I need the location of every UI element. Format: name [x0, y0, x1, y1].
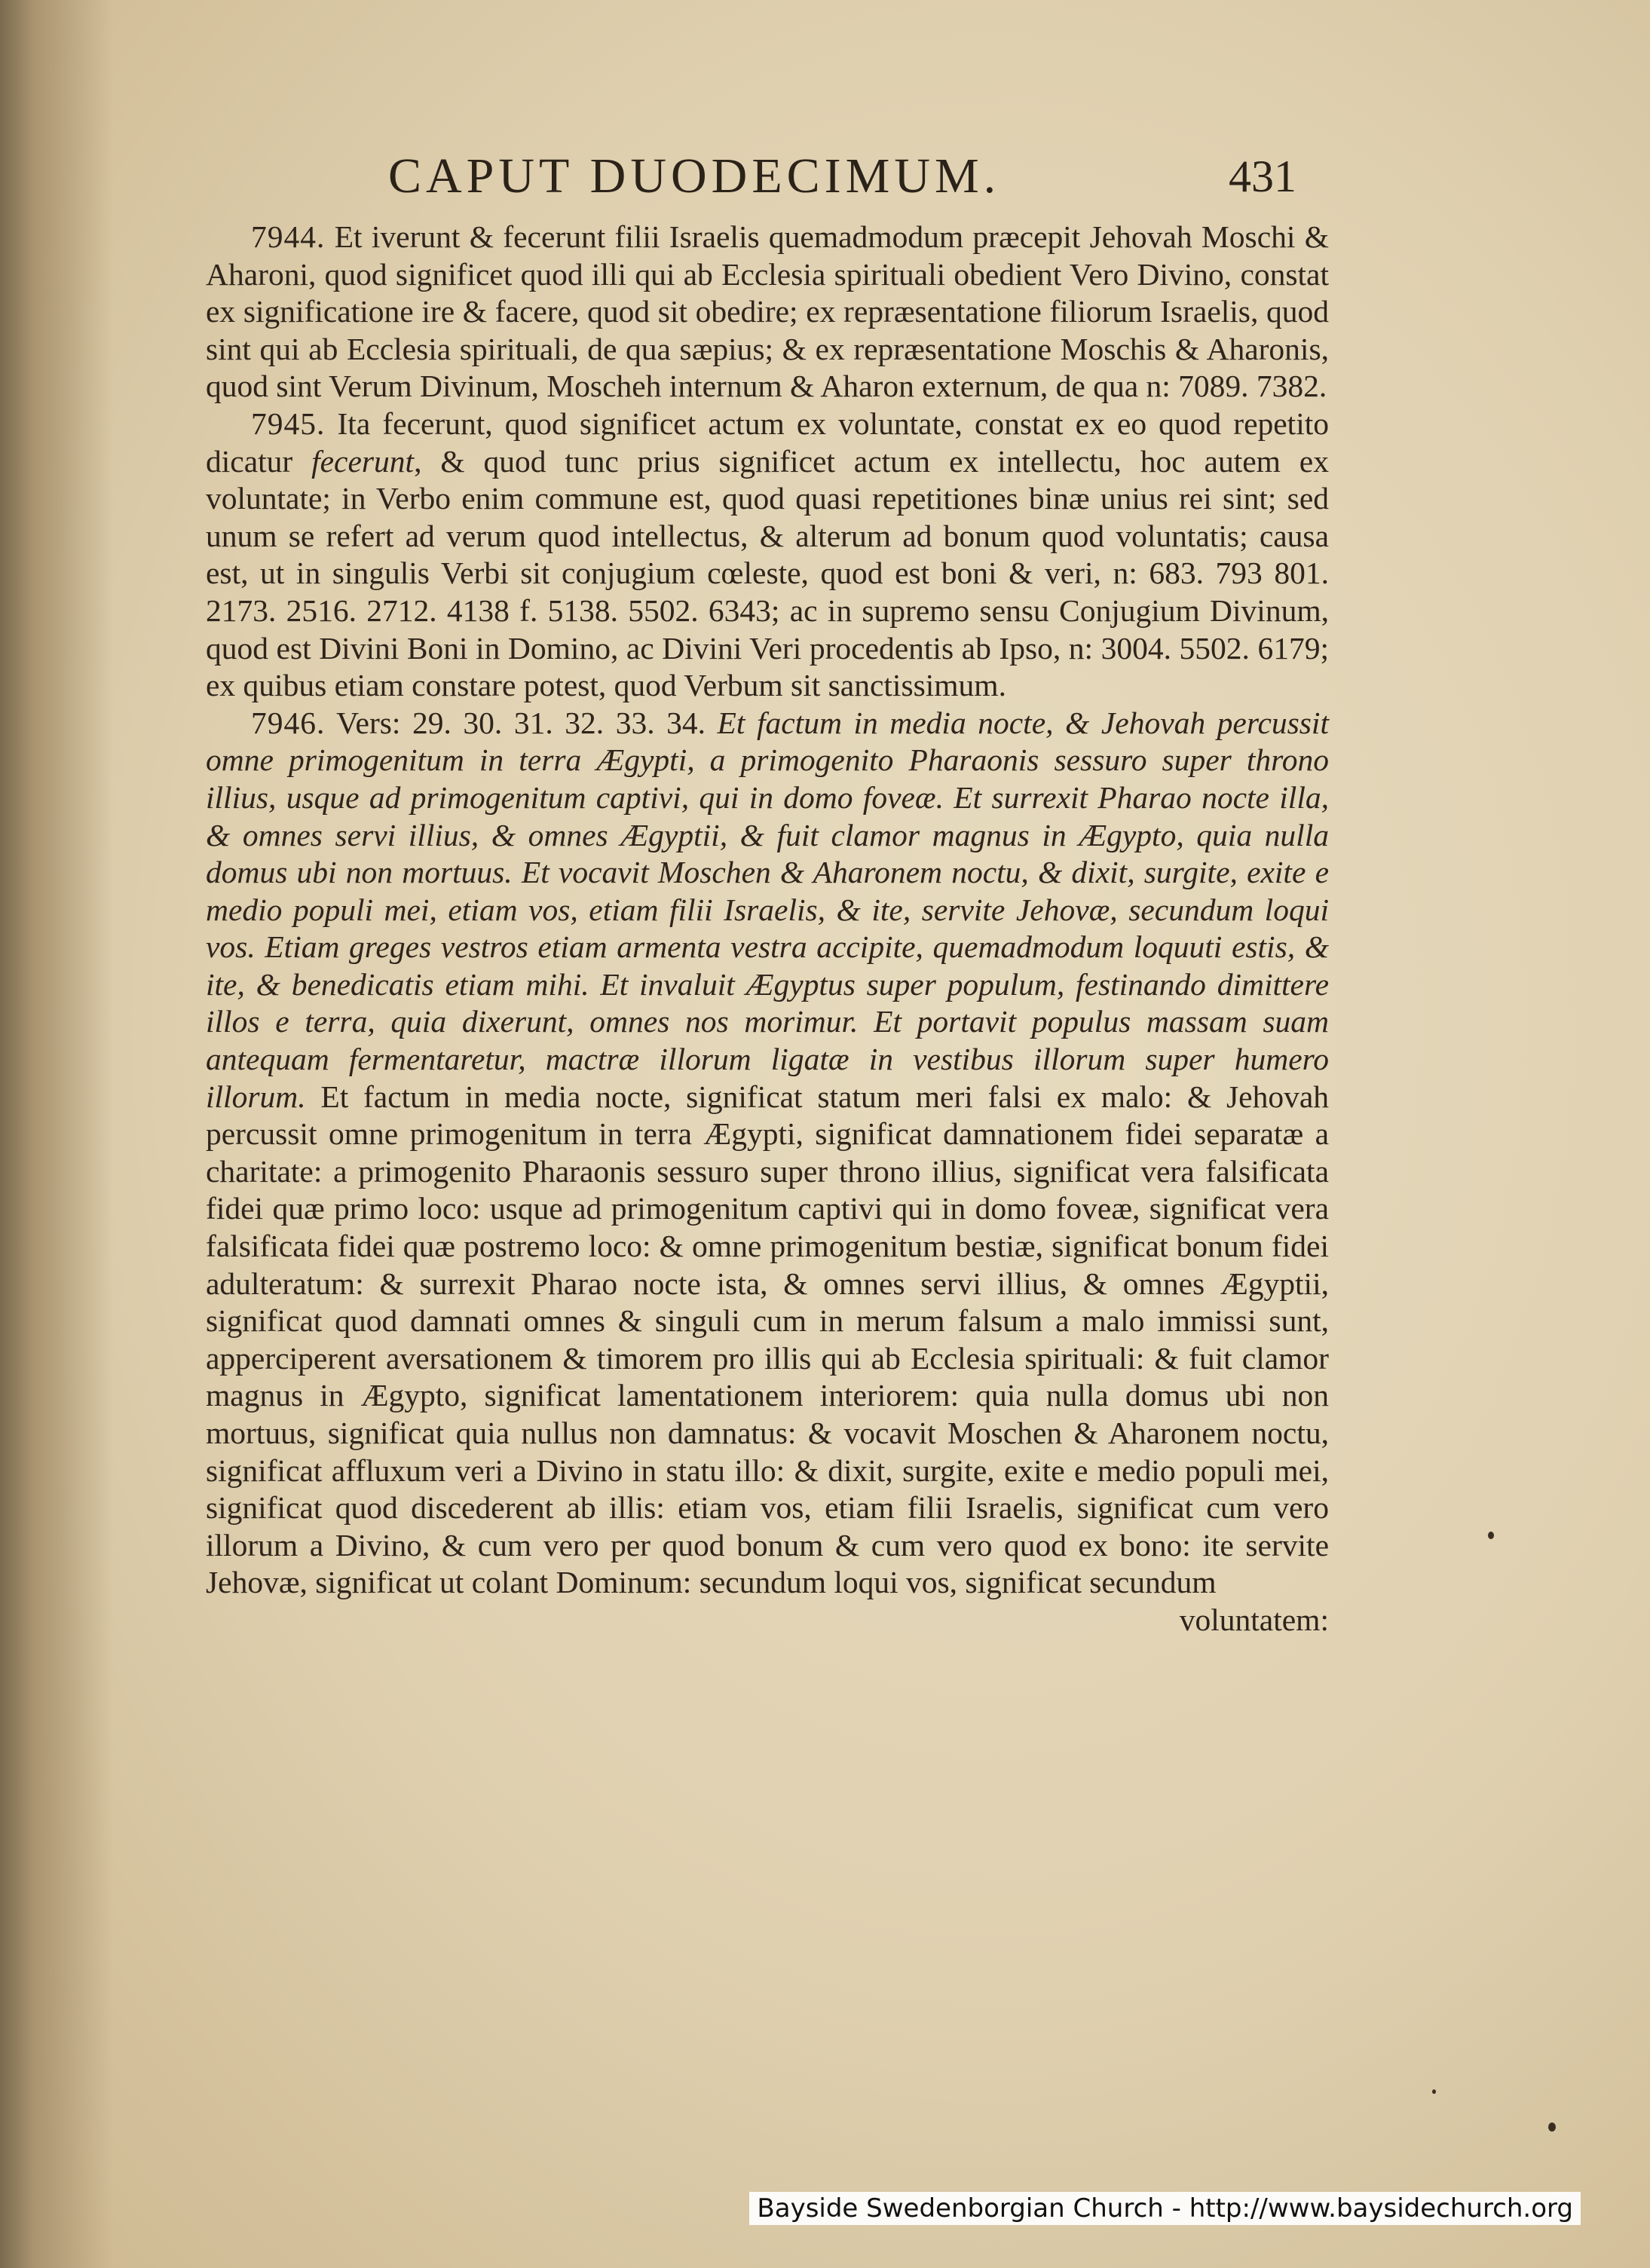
- paper-speck: [1548, 2123, 1556, 2132]
- paper-speck: [1488, 1532, 1494, 1539]
- paragraph-text: Et iverunt & fecerunt filii Israelis quemadmodum præcepit Jehovah Moschi & Aharoni, quod significet quod illi qui ab Ecclesia spirituali obedient Vero Divino, constat ex significatione ire & facere, quod sit obedire; ex repræsentatione filiorum Israelis, quod sint qui ab Ecclesia spirituali, de qua sæpius; & ex repræsentatione Moschis & Aharonis, quod sint Verum Divinum, Moscheh internum & Aharon externum, de qua n: 7089. 7382.: [206, 219, 1329, 404]
- paper-speck: [1432, 2089, 1436, 2094]
- paragraph-7946: [206, 705, 1329, 1602]
- paragraph-text: Ita fecerunt, quod significet actum ex voluntate, constat ex eo quod repetito dicatur: [206, 406, 1330, 479]
- watermark: Bayside Swedenborgian Church - http://www.baysidechurch.org: [749, 2192, 1581, 2225]
- paragraph-text: Et factum in media nocte, significat statum meri falsi ex malo: & Jehovah percussit omne primogenitum in terra Ægypti, significat damnationem fidei separatæ a charitate: a primogenito Pharaonis sessuro super throno illius, significat vera falsificata fidei quæ primo loco: usque ad primogenitum captivi qui in domo foveæ, significat vera falsificata fidei quæ postremo loco: & omne primogenitum bestiæ, significat bonum fidei adulteratum: & surrexit Pharao nocte ista, & omnes servi illius, & omnes Ægyptii, significat quod damnati omnes & singuli cum in merum falsum a malo immissi sunt, apperciperent aversationem & timorem pro illis qui ab Ecclesia spirituali: & fuit clamor magnus in Ægypto, significat lamentationem interiorem: quia nulla domus ubi non mortuus, significat quia nullus non damnatus: & vocavit Moschen & Aharonem noctu, significat affluxum veri a Divino in statu illo: & dixit, surgite, exite e medio populi mei, significat quod discederent ab illis: etiam vos, etiam filii Israelis, significat cum vero illorum a Divino, & cum vero per quod bonum & cum vero quod ex bono: ite servite Jehovæ, significat ut colant Dominum: secundum loqui vos, significat secundum: [206, 1079, 1329, 1600]
- binding-gutter-shadow: [0, 0, 113, 2268]
- paragraph-text: , & quod tunc prius significet actum ex intellectu, hoc autem ex voluntate; in Verbo enim commune est, quod quasi repetitiones binæ unius rei sint; sed unum se refert ad verum quod intellectus, & alterum ad bonum quod voluntatis; causa est, ut in singulis Verbi sit conjugium cœleste, quod est boni & veri, n: 683. 793 801. 2173. 2516. 2712. 4138 f. 5138. 5502. 6343; ac in supremo sensu Conjugium Divinum, quod est Divini Boni in Domino, ac Divini Veri procedentis ab Ipso, n: 3004. 5502. 6179; ex quibus etiam constare potest, quod Verbum sit sanctissimum.: [206, 443, 1329, 703]
- page-header: [204, 148, 1327, 208]
- verse-reference: Vers: 29. 30. 31. 32. 33. 34.: [336, 705, 718, 740]
- page-number: 431: [1229, 152, 1296, 201]
- paragraph-number: 7945.: [251, 406, 326, 441]
- paragraph-text-italic: fecerunt: [311, 443, 415, 479]
- paragraph-7945: [206, 406, 1329, 705]
- body-text: [206, 219, 1329, 1639]
- catchword: voluntatem:: [1179, 1602, 1329, 1637]
- scripture-quotation: Et factum in media nocte, & Jehovah percussit omne primogenitum in terra Ægypti, a primogenito Pharaonis sessuro super throno illius, usque ad primogenitum captivi, qui in domo foveæ. Et surrexit Pharao nocte illa, & omnes servi illius, & omnes Ægyptii, & fuit clamor magnus in Ægypto, quia nulla domus ubi non mortuus. Et vocavit Moschen & Aharonem noctu, & dixit, surgite, exite e medio populi mei, etiam vos, etiam filii Israelis, & ite, servite Jehovæ, secundum loqui vos. Etiam greges vestros etiam armenta vestra accipite, quemadmodum loquuti estis, & ite, & benedicatis etiam mihi. Et invaluit Ægyptus super populum, festinando dimittere illos e terra, quia dixerunt, omnes nos morimur. Et portavit populus massam suam antequam fermentaretur, mactræ illorum ligatæ in vestibus illorum super humero illorum.: [206, 705, 1329, 1114]
- paragraph-number: 7944.: [251, 219, 326, 254]
- paragraph-7944: [206, 219, 1329, 406]
- paragraph-number: 7946.: [251, 705, 326, 740]
- running-head: CAPUT DUODECIMUM.: [388, 148, 1001, 204]
